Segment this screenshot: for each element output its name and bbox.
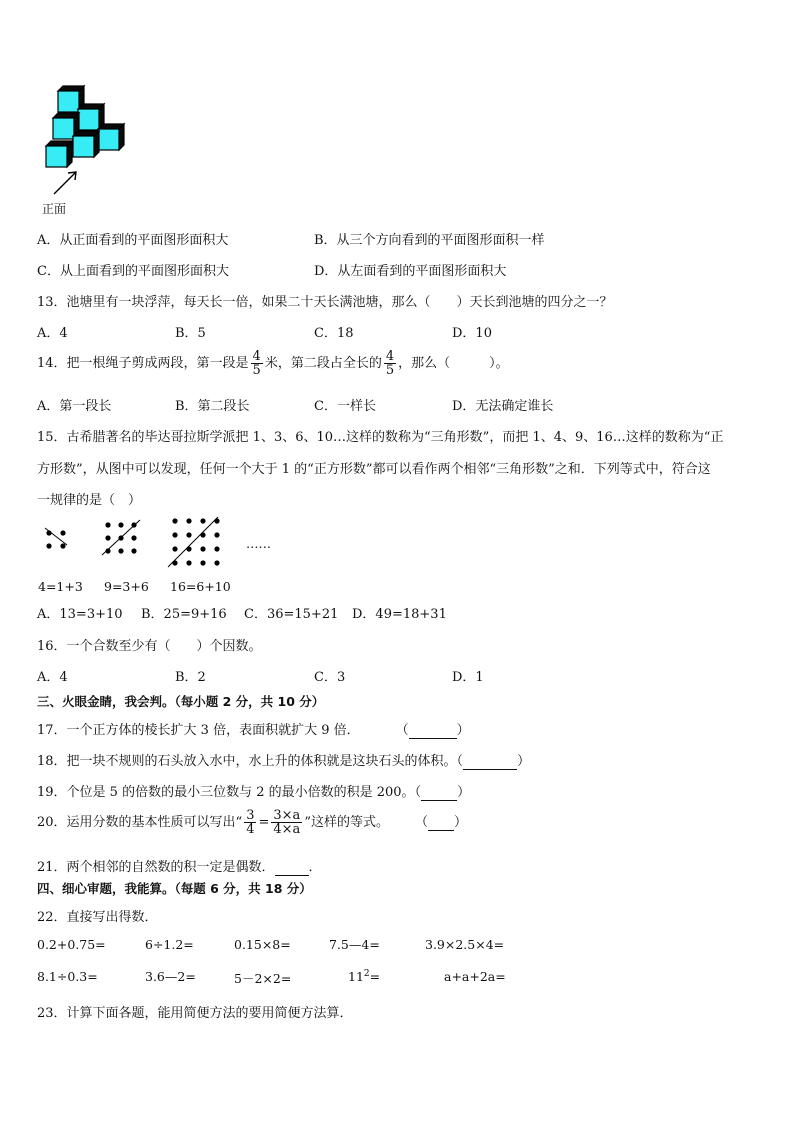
q21-statement [37,856,322,876]
q19-right-paren: ） [457,785,471,800]
dot [186,532,191,537]
q12-option-d[interactable]: D．从左面看到的平面图形面积大 [314,264,507,279]
q14-fraction-1-numerator: 4 [252,349,261,364]
q15-option-a[interactable]: A．13=3+10 [37,607,123,622]
dot [186,560,191,565]
q20-fraction-1 [244,809,256,836]
q14-option-c[interactable]: C．一样长 [314,399,376,414]
q22-item: a+a+2a= [444,969,506,984]
q15-question-line-2: 方形数”，从图中可以发现，任何一个大于 1 的“正方形数”都可以看作两个相邻“三角形数”之和．下列等式中，符合这 [37,462,711,477]
q22-item: 0.15×8= [234,937,291,952]
q22-item: 6÷1.2= [145,937,194,952]
q20-fraction-2-denominator: 4×a [273,822,301,837]
dot [118,548,123,553]
q13-option-c[interactable]: C．18 [314,326,354,341]
q20-fraction-2 [271,809,302,836]
q15-ellipsis: …… [246,536,271,551]
q12-option-c[interactable]: C．从上面看到的平面图形面积大 [37,264,229,279]
q14-fraction-2 [384,350,396,377]
front-label: 正面 [42,202,67,216]
q20-right-paren: ） [453,815,467,830]
q22-item: 5－2×2= [234,971,292,986]
cube-front-left [46,141,72,167]
q22-item: 0.2+0.75= [37,937,106,952]
dot [172,546,177,551]
q22-square-exponent: 2 [363,969,370,979]
q16-option-a[interactable]: A．4 [37,670,68,685]
q15-question-line-3: 一规律的是（ ） [37,493,142,508]
q16-option-b[interactable]: B．2 [175,670,206,685]
q21-answer-blank[interactable] [275,860,309,876]
q20-answer-blank[interactable] [428,815,454,831]
cube-back-right [98,124,124,150]
q19-answer-blank[interactable] [421,785,457,801]
q17-text: 17．一个正方体的棱长扩大 3 倍，表面积就扩大 9 倍． [37,723,360,738]
q14-text-2: 米，第二段占全长的 [264,356,382,371]
divider-line [168,517,218,567]
dot [200,560,205,565]
dot [105,522,110,527]
cube-front-middle [73,131,99,157]
square-number-dot-figure [40,515,230,571]
q15-question-line-1: 15．古希腊著名的毕达哥拉斯学派把 1、3、6、10…这样的数称为“三角形数”，而把 1、4、9、16…这样的数称为“正 [37,430,724,445]
q23-question: 23．计算下面各题，能用简便方法的要用简便方法算． [37,1006,353,1021]
q15-option-d[interactable]: D．49=18+31 [352,607,447,622]
q22-item: 8.1÷0.3= [37,969,98,984]
dot [118,522,123,527]
q17-right-paren: ） [456,723,470,738]
q22-item: 7.5—4= [329,937,380,952]
q13-option-d[interactable]: D．10 [452,326,492,341]
q22-item: 3.9×2.5×4= [425,937,505,952]
q14-option-d[interactable]: D．无法确定谁长 [452,399,554,414]
q14-fraction-2-numerator: 4 [385,349,395,364]
q18-text: 18．把一块不规则的石头放入水中，水上升的体积就是这块石头的体积。 [37,754,457,769]
q20-fraction-2-numerator: 3×a [273,808,301,823]
q20-statement [37,809,467,836]
q18-right-paren: ） [517,754,531,769]
dot [172,532,177,537]
q14-text-1: 14．把一根绳子剪成两段，第一段是 [37,356,249,371]
dot [214,560,219,565]
dot [214,532,219,537]
q15-caption-2: 9=3+6 [104,579,149,594]
q20-text-2: ”这样的等式。 [304,815,389,830]
dot [214,546,219,551]
dot [131,535,136,540]
q12-option-b[interactable]: B．从三个方向看到的平面图形面积一样 [314,233,545,248]
dot [131,548,136,553]
q22-question: 22．直接写出得数． [37,910,158,925]
q14-option-b[interactable]: B．第二段长 [175,399,250,414]
section-4-heading: 四、细心审题，我能算。（每题 6 分，共 18 分） [37,881,312,896]
q20-fraction-1-denominator: 4 [246,822,255,837]
section-3-heading: 三、火眼金睛，我会判。（每小题 2 分，共 10 分） [37,694,325,709]
q15-option-b[interactable]: B．25=9+16 [141,607,227,622]
q19-left-paren: （ [414,785,422,800]
q20-fraction-1-numerator: 3 [246,808,255,823]
q14-option-a[interactable]: A．第一段长 [37,399,112,414]
dot-grid-4x4 [168,517,220,567]
q19-statement [37,781,470,801]
q13-option-a[interactable]: A．4 [37,326,68,341]
q13-question: 13．池塘里有一块浮萍，每天长一倍，如果二十天长满池塘，那么（ ）天长到池塘的四分之一？ [37,295,613,310]
q22-item: 3.6—2= [145,969,196,984]
q13-option-b[interactable]: B．5 [175,326,206,341]
q22-item-square [348,969,380,984]
dot [105,535,110,540]
q14-fraction-1-denominator: 5 [252,363,261,378]
q17-statement [37,719,470,739]
q21-period: ． [308,860,322,875]
q17-answer-blank[interactable] [409,723,457,739]
cube-stack-figure [40,78,130,198]
q20-left-paren: （ [414,815,428,830]
q12-option-a[interactable]: A．从正面看到的平面图形面积大 [37,233,229,248]
dot-grid-2x2 [45,528,67,549]
q19-text: 19．个位是 5 的倍数的最小三位数与 2 的最小倍数的积是 200。 [37,785,415,800]
q18-left-paren: （ [456,754,464,769]
dot-grid-3x3 [102,520,140,555]
dot [200,518,205,523]
q15-caption-1: 4=1+3 [38,579,83,594]
q22-square-equals: = [369,969,381,985]
q14-fraction-2-denominator: 5 [385,363,395,378]
q17-left-paren: （ [395,723,409,738]
q16-option-d[interactable]: D．1 [452,670,484,685]
q15-option-c[interactable]: C．36=15+21 [244,607,339,622]
q20-equals: = [258,815,270,830]
q21-text: 21．两个相邻的自然数的积一定是偶数． [37,860,275,875]
dot [172,518,177,523]
dot [186,518,191,523]
q14-question [37,350,509,377]
q22-square-base: 11 [348,969,364,985]
q18-answer-blank[interactable] [463,754,517,770]
q14-text-3: ，那么（ ）。 [398,356,509,371]
q20-text-1: 20．运用分数的基本性质可以写出“ [37,815,243,830]
q15-caption-3: 16=6+10 [170,579,231,594]
q16-question: 16．一个合数至少有（ ）个因数。 [37,639,262,654]
front-arrow [54,172,76,194]
dot [200,546,205,551]
q18-statement [37,750,530,770]
q16-option-c[interactable]: C．3 [314,670,346,685]
q14-fraction-1 [251,350,263,377]
